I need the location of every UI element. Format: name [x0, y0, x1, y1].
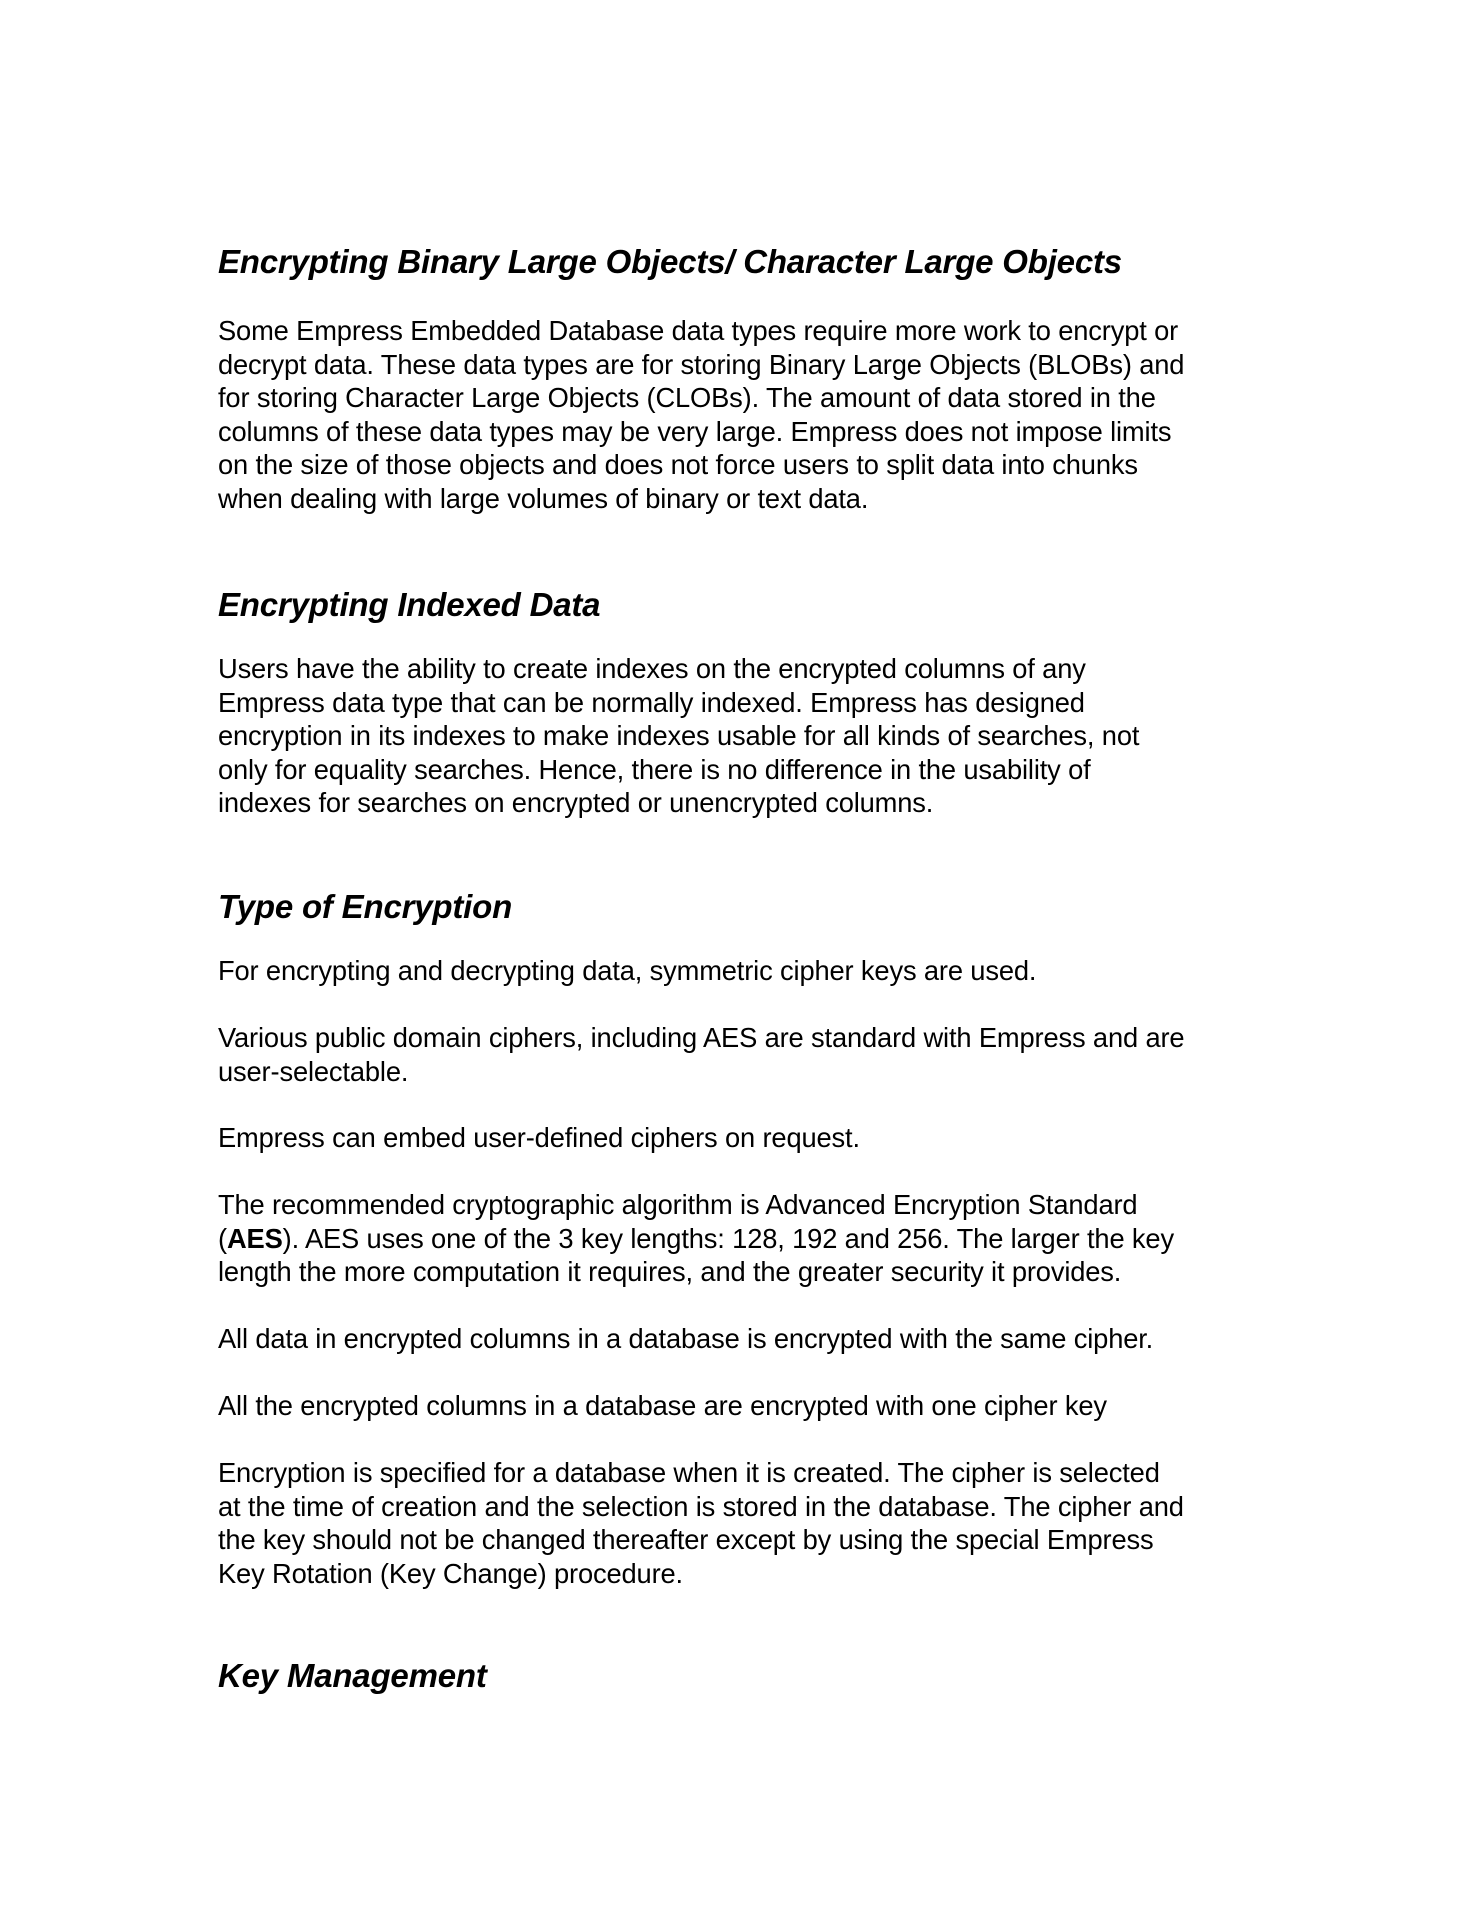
text-line: columns of these data types may be very large. Empress does not impose limits [218, 415, 1172, 447]
text-line: Users have the ability to create indexes on the encrypted columns of any [218, 653, 1086, 684]
text-line: Empress data type that can be normally indexed. Empress has designed [218, 686, 1085, 718]
paragraph-one-cipher-key [218, 1389, 1288, 1423]
paragraph-same-cipher [218, 1322, 1288, 1356]
text-line: indexes for searches on encrypted or unencrypted columns. [218, 787, 934, 818]
text-line: Encryption is specified for a database when it is created. The cipher is selected [218, 1457, 1160, 1488]
text-line: at the time of creation and the selection is stored in the database. The cipher and [218, 1490, 1184, 1522]
paragraph-aes-recommendation [218, 1188, 1288, 1289]
text-line: only for equality searches. Hence, there is no difference in the usability of [218, 753, 1091, 785]
text-line: the key should not be changed thereafter except by using the special Empress [218, 1524, 1154, 1555]
text-line: when dealing with large volumes of binary or text data. [218, 482, 869, 514]
aes-bold-term: AES [226, 1222, 283, 1254]
text-line: The recommended cryptographic algorithm is Advanced Encryption Standard [218, 1189, 1138, 1220]
text-line: Various public domain ciphers, including AES are standard with Empress and are [218, 1022, 1185, 1053]
text-line: encryption in its indexes to make indexes usable for all kinds of searches, not [218, 720, 1140, 751]
paragraph-indexed-data [218, 652, 1288, 820]
text-line: for storing Character Large Objects (CLOBs). The amount of data stored in the [218, 382, 1156, 413]
text-line: Key Rotation (Key Change) procedure. [218, 1557, 683, 1589]
section-heading-type-of-encryption: Type of Encryption [218, 888, 513, 925]
paragraph-public-ciphers [218, 1021, 1288, 1088]
text-line: (AES). AES uses one of the 3 key lengths: 128, 192 and 256. The larger the key [218, 1222, 1174, 1254]
section-heading-blob-clob: Encrypting Binary Large Objects/ Character Large Objects [218, 243, 1122, 280]
text-line: Empress can embed user-defined ciphers on request. [218, 1122, 860, 1153]
section-heading-indexed-data: Encrypting Indexed Data [218, 586, 601, 623]
paragraph-symmetric-keys [218, 954, 1288, 988]
text-line: Some Empress Embedded Database data types require more work to encrypt or [218, 315, 1179, 346]
text-line: on the size of those objects and does not force users to split data into chunks [218, 449, 1138, 480]
text-line: length the more computation it requires, and the greater security it provides. [218, 1256, 1122, 1287]
text-line: For encrypting and decrypting data, symmetric cipher keys are used. [218, 955, 1037, 986]
section-heading-key-management: Key Management [218, 1657, 487, 1694]
paragraph-blob-clob [218, 314, 1288, 515]
paragraph-user-defined-ciphers [218, 1121, 1288, 1155]
text-line: All data in encrypted columns in a database is encrypted with the same cipher. [218, 1323, 1154, 1354]
text-line: All the encrypted columns in a database are encrypted with one cipher key [218, 1390, 1107, 1421]
text-line: user-selectable. [218, 1055, 409, 1087]
text-line: decrypt data. These data types are for storing Binary Large Objects (BLOBs) and [218, 348, 1185, 380]
paragraph-key-rotation [218, 1456, 1288, 1590]
